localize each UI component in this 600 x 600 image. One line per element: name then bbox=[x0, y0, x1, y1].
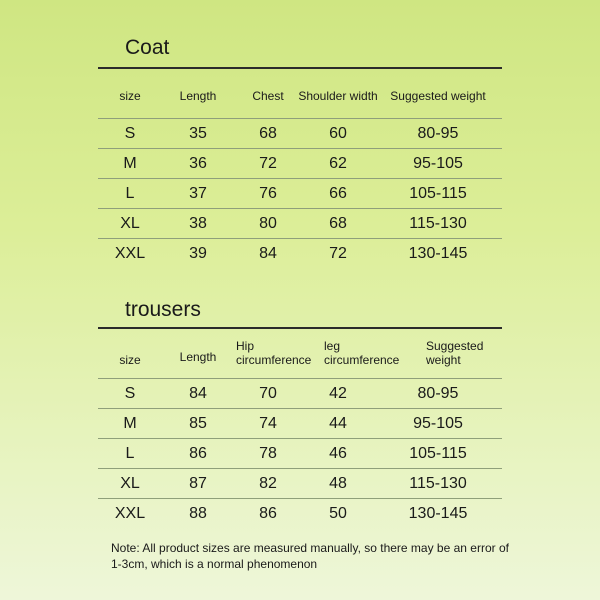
trousers-row-s bbox=[98, 379, 502, 409]
table-cell: 80 bbox=[259, 214, 277, 232]
table-cell: 84 bbox=[189, 384, 207, 402]
trousers-header-hip-circumference: Hip circumference bbox=[236, 339, 312, 367]
measurement-note: Note: All product sizes are measured manually, so there may be an error of 1-3cm, which is a normal phenomenon bbox=[111, 541, 509, 571]
table-cell: 72 bbox=[259, 154, 277, 172]
table-cell: 60 bbox=[329, 124, 347, 142]
table-cell: 130-145 bbox=[408, 504, 468, 522]
trousers-size-table bbox=[98, 328, 502, 528]
table-cell: 115-130 bbox=[409, 214, 467, 232]
table-cell: M bbox=[123, 154, 137, 172]
coat-header-size: size bbox=[119, 89, 141, 103]
table-cell: XXL bbox=[114, 504, 146, 522]
table-cell: 85 bbox=[189, 414, 207, 432]
table-cell: 50 bbox=[329, 504, 347, 522]
table-cell: 68 bbox=[259, 124, 277, 142]
trousers-header-size: size bbox=[119, 353, 141, 367]
trousers-row-l bbox=[98, 439, 502, 469]
table-cell: 115-130 bbox=[409, 474, 467, 492]
coat-row-xl bbox=[98, 209, 502, 239]
table-cell: XXL bbox=[114, 244, 146, 262]
coat-header-chest: Chest bbox=[252, 89, 284, 103]
table-cell: 105-115 bbox=[409, 444, 467, 462]
table-cell: 78 bbox=[259, 444, 277, 462]
table-cell: 68 bbox=[329, 214, 347, 232]
table-cell: XL bbox=[120, 474, 140, 492]
table-cell: 70 bbox=[259, 384, 277, 402]
coat-header-length: Length bbox=[179, 89, 217, 103]
table-cell: S bbox=[124, 124, 136, 142]
table-cell: 38 bbox=[189, 214, 207, 232]
table-cell: 88 bbox=[189, 504, 207, 522]
table-cell: 86 bbox=[259, 504, 277, 522]
coat-header-suggested-weight: Suggested weight bbox=[390, 89, 486, 103]
coat-size-table bbox=[98, 68, 502, 268]
table-cell: 87 bbox=[189, 474, 207, 492]
table-cell: 62 bbox=[329, 154, 347, 172]
table-cell: 72 bbox=[329, 244, 347, 262]
table-cell: 82 bbox=[259, 474, 277, 492]
coat-row-s bbox=[98, 119, 502, 149]
coat-title: Coat bbox=[125, 36, 170, 59]
table-cell: 80-95 bbox=[417, 124, 459, 142]
table-cell: M bbox=[123, 414, 137, 432]
trousers-header-suggested-weight: Suggested weight bbox=[426, 339, 484, 367]
trousers-title: trousers bbox=[125, 298, 201, 321]
table-cell: 105-115 bbox=[409, 184, 467, 202]
table-cell: 48 bbox=[329, 474, 347, 492]
table-cell: 80-95 bbox=[417, 384, 459, 402]
table-cell: 74 bbox=[259, 414, 277, 432]
table-cell: 95-105 bbox=[413, 414, 463, 432]
table-cell: 39 bbox=[189, 244, 207, 262]
coat-header-row bbox=[98, 68, 502, 119]
coat-row-m bbox=[98, 149, 502, 179]
table-cell: XL bbox=[120, 214, 140, 232]
table-cell: 46 bbox=[329, 444, 347, 462]
trousers-header-length: Length bbox=[179, 350, 217, 364]
trousers-header-leg-circumference: leg circumference bbox=[324, 339, 400, 367]
table-cell: 36 bbox=[189, 154, 207, 172]
coat-header-shoulder-width: Shoulder width bbox=[298, 89, 378, 103]
trousers-header-row bbox=[98, 328, 502, 379]
table-cell: 76 bbox=[259, 184, 277, 202]
coat-row-xxl bbox=[98, 239, 502, 268]
table-cell: 35 bbox=[189, 124, 207, 142]
trousers-row-xl bbox=[98, 469, 502, 499]
table-cell: 66 bbox=[329, 184, 347, 202]
table-cell: 44 bbox=[329, 414, 347, 432]
table-cell: 84 bbox=[259, 244, 277, 262]
table-cell: 42 bbox=[329, 384, 347, 402]
table-cell: 130-145 bbox=[408, 244, 468, 262]
table-cell: 86 bbox=[189, 444, 207, 462]
trousers-row-m bbox=[98, 409, 502, 439]
table-cell: S bbox=[124, 384, 136, 402]
table-cell: 95-105 bbox=[413, 154, 463, 172]
table-cell: L bbox=[125, 444, 135, 462]
table-cell: L bbox=[125, 184, 135, 202]
table-cell: 37 bbox=[189, 184, 207, 202]
coat-row-l bbox=[98, 179, 502, 209]
trousers-row-xxl bbox=[98, 499, 502, 528]
